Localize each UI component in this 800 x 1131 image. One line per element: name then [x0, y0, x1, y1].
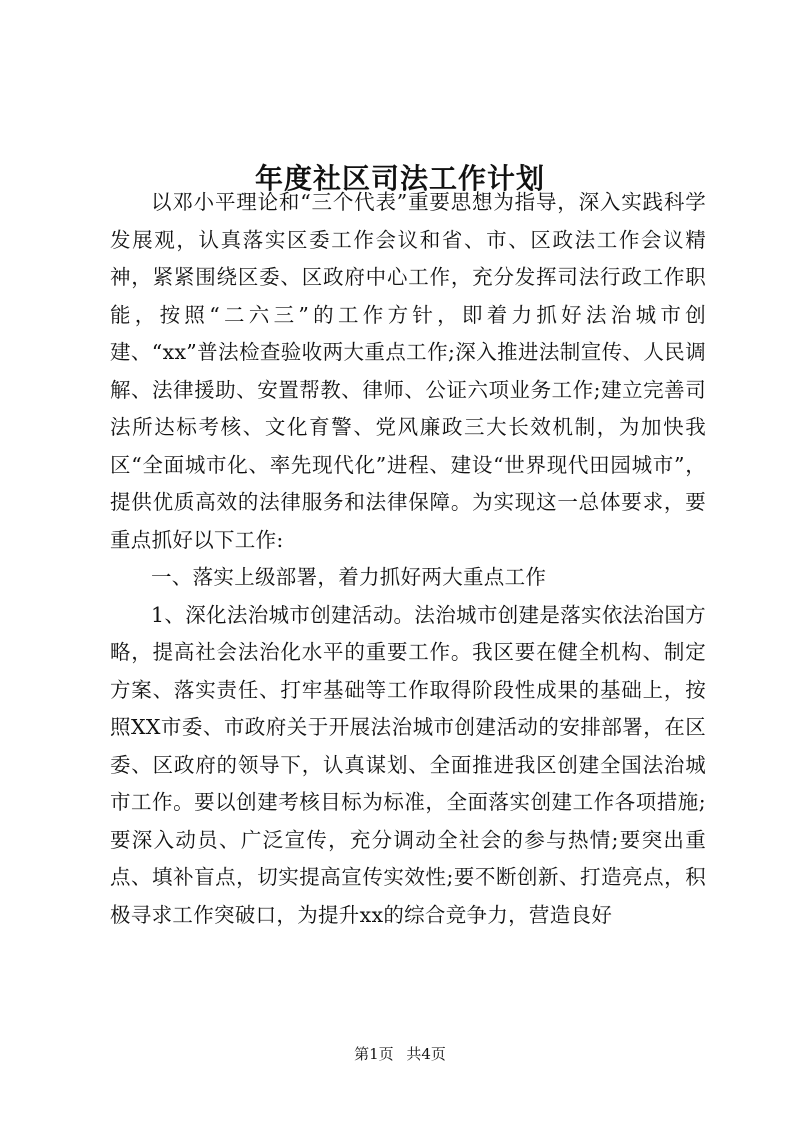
page-total: 共4页 [406, 1045, 446, 1063]
paragraph-item-1: 1、深化法治城市创建活动。法治城市创建是落实依法治国方略，提高社会法治化水平的重要工作。我区要在健全机构、制定方案、落实责任、打牢基础等工作取得阶段性成果的基础上，按照XX市委、市政府关于开展法治城市创建活动的安排部署，在区委、区政府的领导下，认真谋划、全面推进我区创建全国法治城市工作。要以创建考核目标为标准，全面落实创建工作各项措施;要深入动员、广泛宣传，充分调动全社会的参与热情;要突出重点、填补盲点，切实提高宣传实效性;要不断创新、打造亮点，积极寻求工作突破口，为提升xx的综合竞争力，营造良好 [110, 602, 706, 927]
section-heading-1: 一、落实上级部署，着力抓好两大重点工作 [151, 565, 547, 589]
document-body [110, 184, 706, 934]
page-footer [0, 1044, 800, 1064]
page-number: 第1页 [354, 1045, 394, 1063]
document-title: 年度社区司法工作计划 [254, 161, 545, 195]
paragraph-intro: 以邓小平理论和“三个代表”重要思想为指导，深入实践科学发展观，认真落实区委工作会议和省、市、区政法工作会议精神，紧紧围绕区委、区政府中心工作，充分发挥司法行政工作职能，按照“二六三”的工作方针，即着力抓好法治城市创建、“xx”普法检查验收两大重点工作;深入推进法制宣传、人民调解、法律援助、安置帮教、律师、公证六项业务工作;建立完善司法所达标考核、文化育警、党风廉政三大长效机制，为加快我区“全面城市化、率先现代化”进程、建设“世界现代田园城市”，提供优质高效的法律服务和法律保障。为实现这一总体要求，要重点抓好以下工作: [110, 190, 706, 552]
